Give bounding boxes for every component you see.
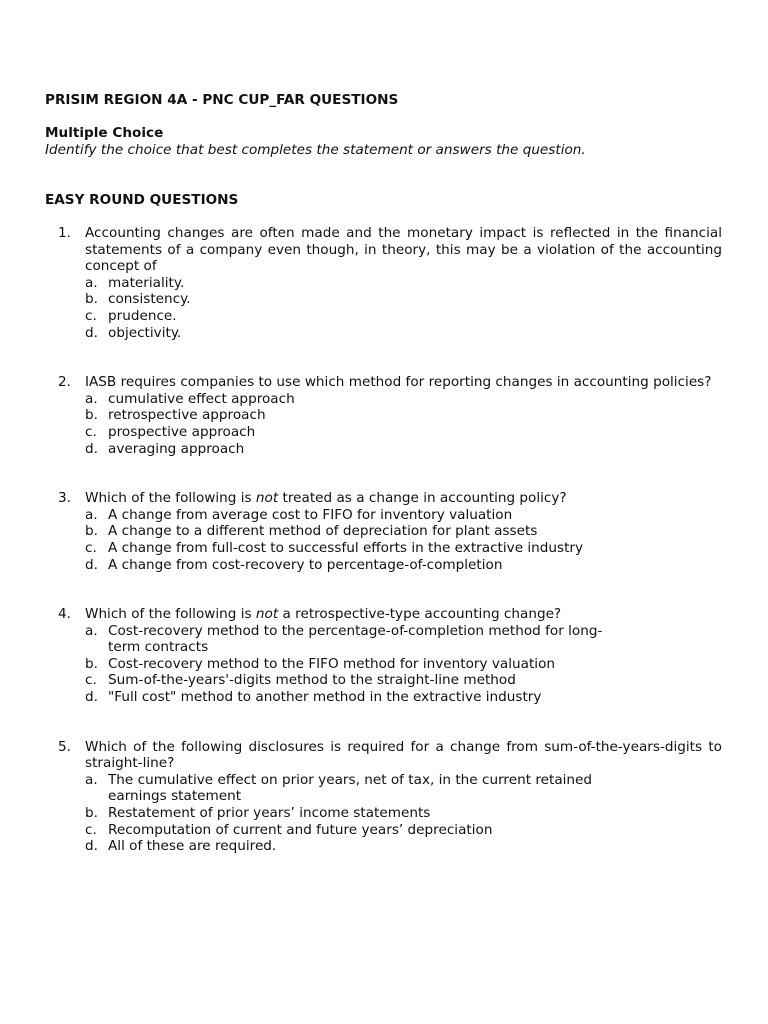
choice-text: Sum-of-the-years'-digits method to the straight-line method <box>108 672 516 689</box>
choice-item <box>85 822 722 839</box>
choice-letter: d. <box>85 689 98 706</box>
choice-item <box>85 325 722 342</box>
choice-list <box>85 623 722 706</box>
choice-text: All of these are required. <box>108 838 277 855</box>
question-text-end: a retrospective-type accounting change? <box>278 606 562 623</box>
choice-list <box>85 507 722 573</box>
question-text: IASB requires companies to use which method for reporting changes in accounting policies? <box>85 374 712 391</box>
choice-text: Cost-recovery method to the percentage-of-completion method for long-term contracts <box>108 622 603 656</box>
choice-item <box>85 308 722 325</box>
choice-letter: c. <box>85 539 97 556</box>
choice-letter: b. <box>85 805 98 822</box>
choice-item <box>85 805 722 822</box>
choice-item <box>85 441 722 458</box>
choice-list <box>85 275 722 341</box>
choice-item <box>85 689 722 706</box>
choice-letter: b. <box>85 291 98 308</box>
question-number: 4. <box>58 606 71 623</box>
question-number: 1. <box>58 225 71 241</box>
choice-letter: a. <box>85 274 98 291</box>
question-item <box>45 739 722 855</box>
question-text: Accounting changes are often made and the monetary impact is reflected in the financial statements of a company even though, in theory, this may be a violation of the accounting concept of <box>85 225 722 275</box>
choice-letter: a. <box>85 390 98 407</box>
choice-text: prospective approach <box>108 423 256 440</box>
choice-text: A change from cost-recovery to percentage-of-completion <box>108 556 503 573</box>
choice-list <box>85 772 722 855</box>
choice-letter: a. <box>85 622 98 639</box>
choice-letter: c. <box>85 307 97 324</box>
section-instruction: Identify the choice that best completes the statement or answers the question. <box>45 142 586 158</box>
choice-letter: d. <box>85 838 98 855</box>
choice-text: A change to a different method of depreciation for plant assets <box>108 523 538 540</box>
choice-letter: d. <box>85 324 98 341</box>
question-item <box>45 374 722 457</box>
choice-item <box>85 291 722 308</box>
emphasis-not: not <box>255 606 279 623</box>
choice-letter: d. <box>85 440 98 457</box>
choice-text: A change from full-cost to successful efforts in the extractive industry <box>108 539 584 556</box>
round-heading: EASY ROUND QUESTIONS <box>45 192 239 208</box>
choice-letter: d. <box>85 556 98 573</box>
question-item <box>45 606 722 706</box>
section-heading: Multiple Choice <box>45 125 164 141</box>
choice-letter: b. <box>85 655 98 672</box>
choice-item <box>85 523 722 540</box>
choice-text: A change from average cost to FIFO for inventory valuation <box>108 506 513 523</box>
choice-text: averaging approach <box>108 440 245 457</box>
choice-letter: a. <box>85 506 98 523</box>
choice-text: The cumulative effect on prior years, net of tax, in the current retained earnings statement <box>108 771 593 805</box>
choice-text: Cost-recovery method to the FIFO method for inventory valuation <box>108 655 556 672</box>
choice-text: retrospective approach <box>108 407 266 424</box>
question-text-start: Which of the following is <box>85 606 256 623</box>
choice-item <box>85 540 722 557</box>
question-text <box>85 490 722 507</box>
question-text-start: Which of the following is <box>85 490 256 507</box>
document-title: PRISIM REGION 4A - PNC CUP_FAR QUESTIONS <box>45 92 399 108</box>
question-item <box>45 225 722 341</box>
question-number: 5. <box>58 738 71 755</box>
emphasis-not: not <box>255 490 279 507</box>
question-text-end: treated as a change in accounting policy? <box>278 490 567 507</box>
choice-item <box>85 772 722 805</box>
choice-letter: c. <box>85 821 97 838</box>
choice-item <box>85 623 722 656</box>
choice-item <box>85 557 722 574</box>
choice-letter: a. <box>85 771 98 788</box>
choice-item <box>85 275 722 292</box>
question-number: 2. <box>58 374 71 391</box>
choice-letter: c. <box>85 672 97 689</box>
choice-text: Recomputation of current and future years’ depreciation <box>108 821 493 838</box>
choice-item <box>85 391 722 408</box>
choice-item <box>85 656 722 673</box>
choice-letter: c. <box>85 423 97 440</box>
choice-list <box>85 391 722 457</box>
choice-letter: b. <box>85 407 98 424</box>
choice-item <box>85 838 722 855</box>
choice-item <box>85 672 722 689</box>
question-item <box>45 490 722 573</box>
choice-text: consistency. <box>108 291 191 308</box>
choice-item <box>85 424 722 441</box>
question-list <box>45 225 722 888</box>
choice-item <box>85 407 722 424</box>
choice-letter: b. <box>85 523 98 540</box>
question-number: 3. <box>58 490 71 507</box>
choice-text: objectivity. <box>108 324 182 341</box>
question-text <box>85 606 722 623</box>
choice-item <box>85 507 722 524</box>
choice-text: cumulative effect approach <box>108 390 295 407</box>
choice-text: "Full cost" method to another method in the extractive industry <box>108 689 542 706</box>
question-text: Which of the following disclosures is required for a change from sum-of-the-years-digits to straight-line? <box>85 738 722 772</box>
choice-text: prudence. <box>108 307 177 324</box>
choice-text: materiality. <box>108 274 185 291</box>
choice-text: Restatement of prior years’ income statements <box>108 805 431 822</box>
